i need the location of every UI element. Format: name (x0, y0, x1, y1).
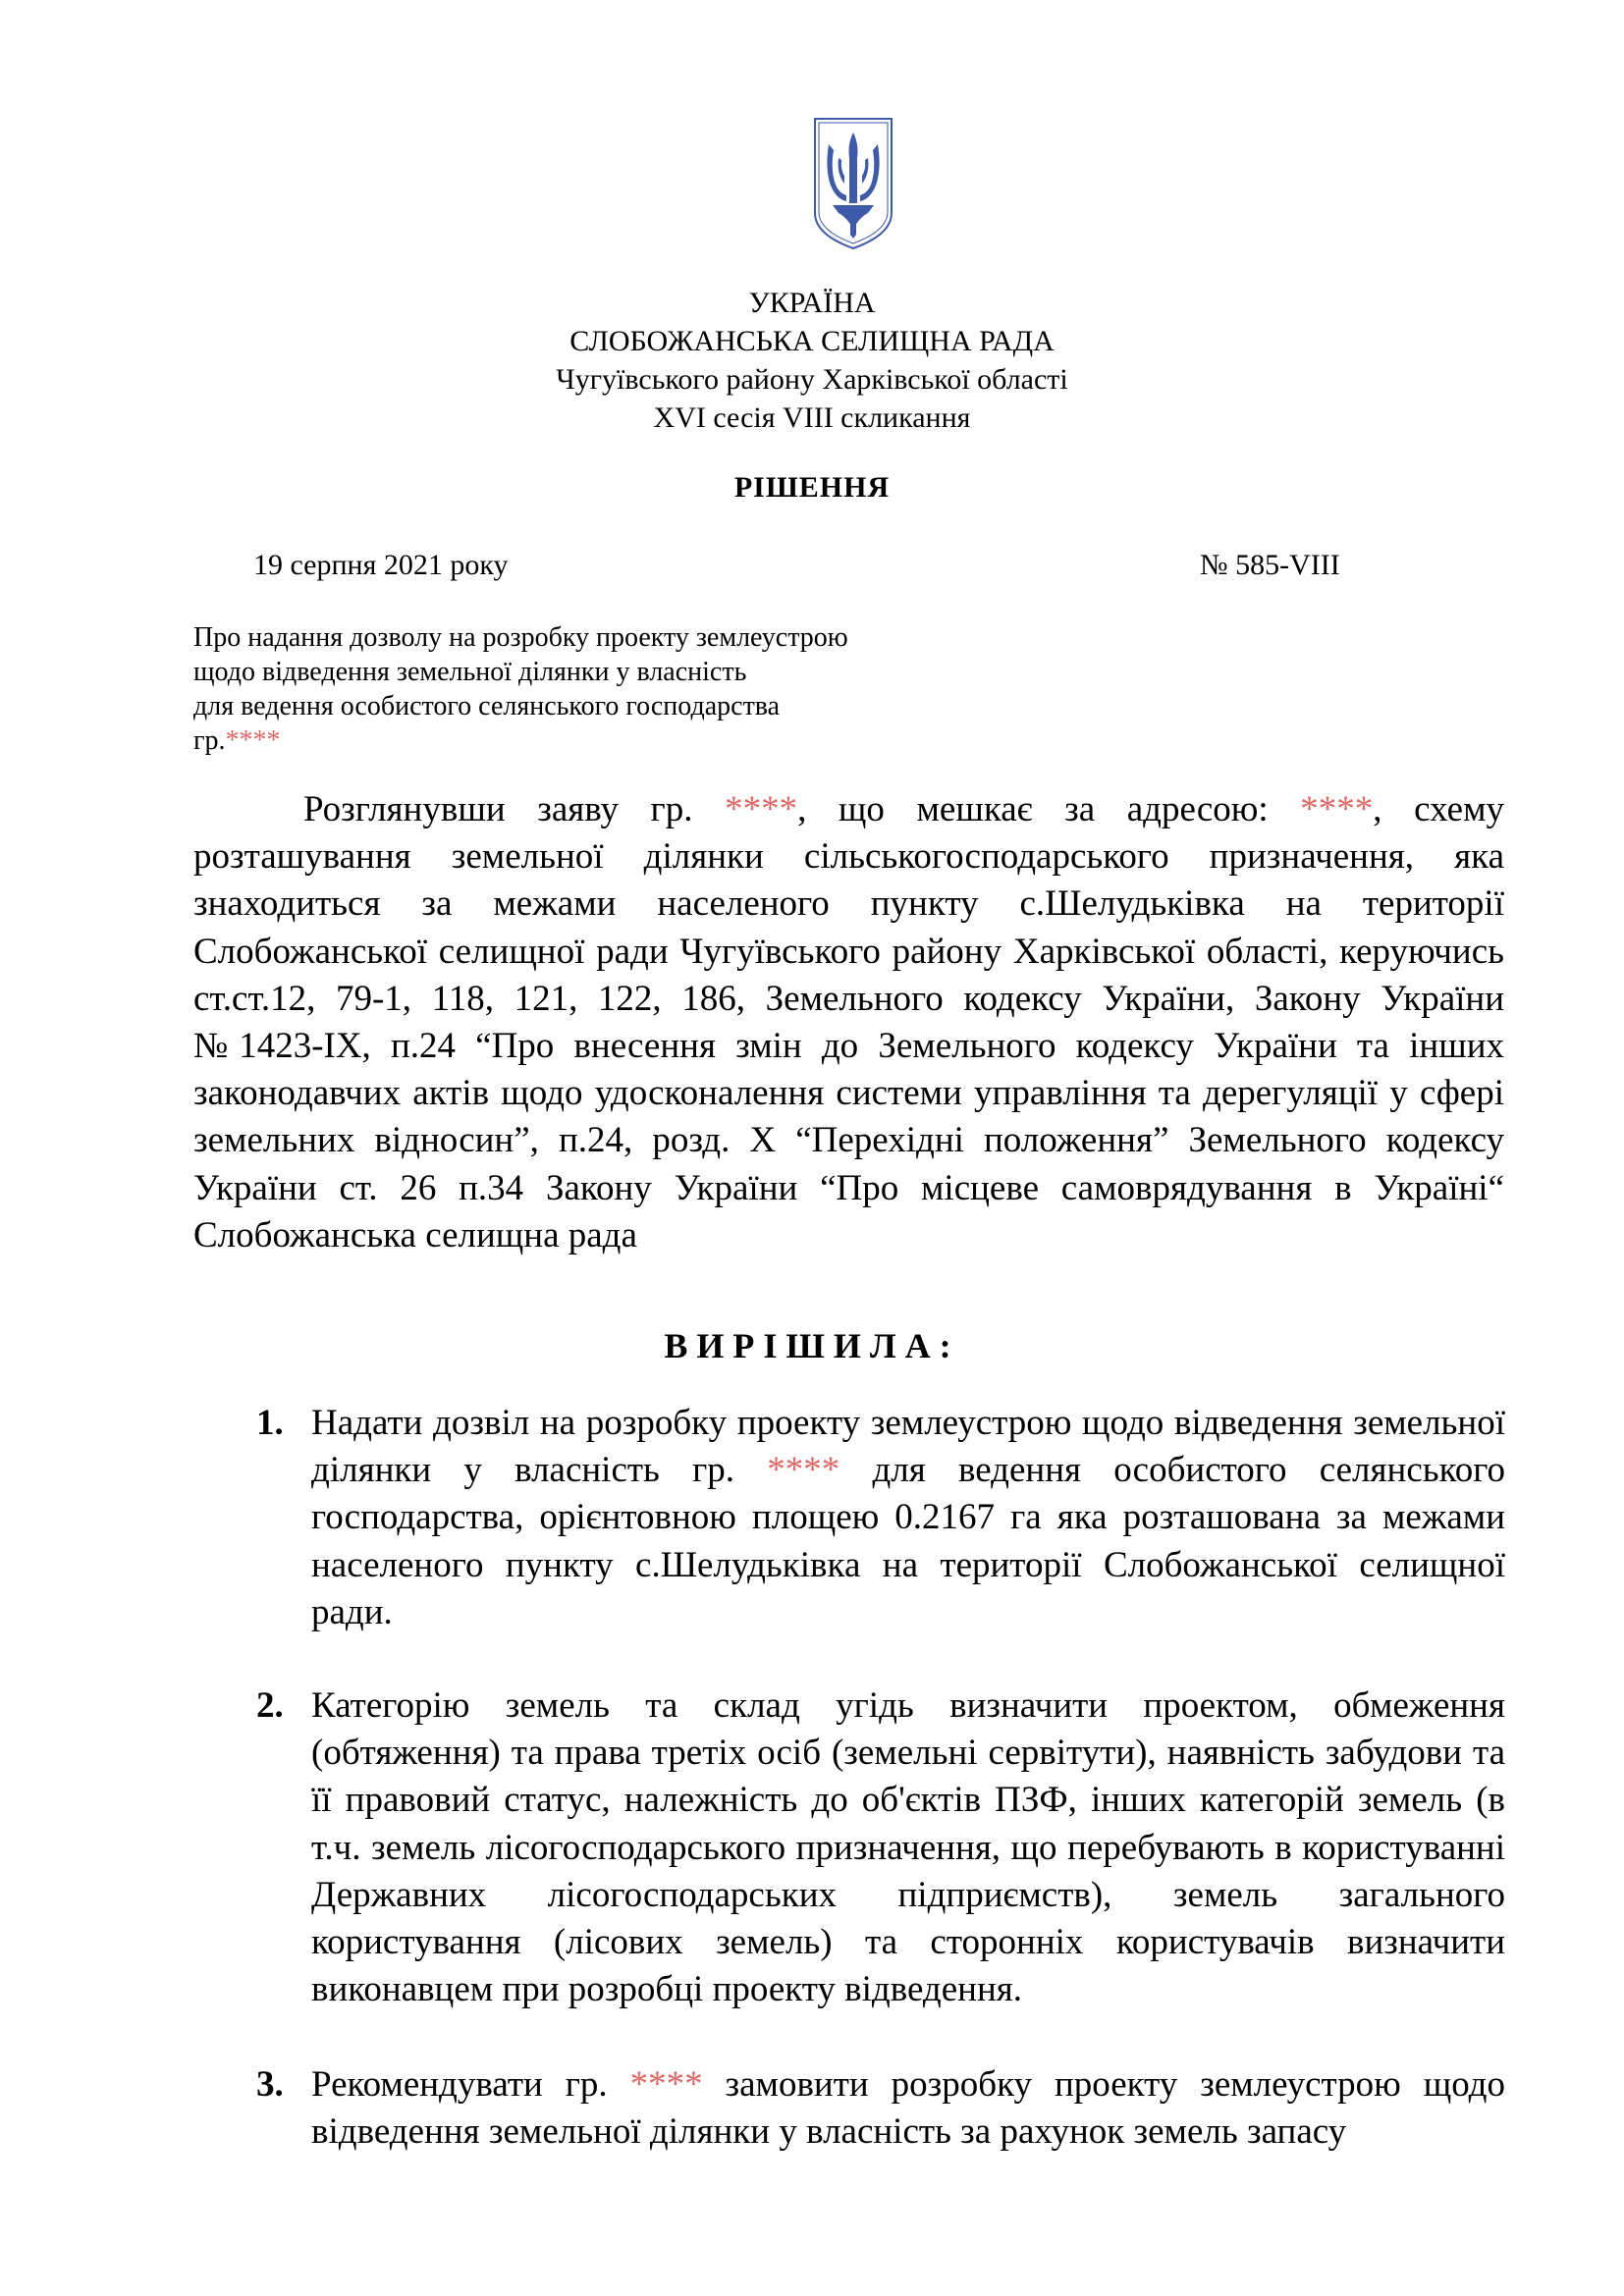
decision-number: № 585-VIII (1200, 549, 1340, 581)
decision-subject (193, 620, 940, 758)
item-text-part: замовити розробку проекту землеустрою щодо відведення земельної ділянки у власність за рахунок земель запасу (311, 2064, 1505, 2153)
item-text (311, 2061, 1505, 2156)
item-number: 2. (256, 1685, 284, 1726)
decision-title: РІШЕННЯ (733, 471, 891, 504)
header-council: СЛОБОЖАНСЬКА СЕЛИЩНА РАДА (569, 325, 1055, 357)
header-block (0, 284, 1624, 437)
item-text (311, 1400, 1505, 1636)
header-session: XVI сесія VIII скликання (653, 401, 971, 434)
item-text: Категорію земель та склад угідь визначити проектом, обмеження (обтяження) та права третіх осіб (земельні сервітути), наявність забудови та її правовий статус, належність до об'єктів ПЗФ, інших категорій земель (в т.ч. земель лісогосподарського призначення, що перебувають в користуванні Державних лісогосподарських підприємств), земель загального користування (лісових земель) та сторонніх користувачів визначити виконавцем при розробці проекту відведення. (311, 1685, 1505, 2010)
subject-line-1: Про надання дозволу на розробку проекту землеустрою (193, 622, 848, 653)
subject-line-3: для ведення особистого селянського господарства (193, 691, 781, 721)
header-district: Чугуївського району Харківської області (556, 363, 1068, 396)
subject-line-2: щодо відведення земельної ділянки у власність (193, 657, 747, 687)
subject-prefix: гр. (193, 725, 226, 756)
item-text-part: Надати дозвіл на розробку проекту землеустрою щодо відведення земельної ділянки у власність гр. (311, 1403, 1505, 1491)
item-text-part: для ведення особистого селянського господарства, орієнтовною площею 0.2167 га яка розташована за межами населеного пункту с.Шелудьківка на території Слобожанської селищної ради. (311, 1450, 1505, 1632)
decision-date: 19 серпня 2021 року (253, 549, 509, 581)
redacted-name: **** (629, 2064, 703, 2105)
preamble-text-1: Розглянувши заяву гр. (303, 789, 726, 829)
subject-line-4 (193, 723, 940, 758)
preamble-text-2: , що мешкає за адресою: (797, 789, 1301, 829)
redacted-name: **** (225, 725, 281, 756)
decision-item-1 (256, 1400, 1505, 1636)
preamble-paragraph (193, 786, 1504, 1259)
coat-of-arms-icon (811, 115, 895, 252)
item-number: 1. (256, 1403, 284, 1443)
preamble-text-3: , схему розташування земельної ділянки сільськогосподарського призначення, яка знаходиться за межами населеного пункту с.Шелудьківка на території Слобожанської селищної ради Чугуївського району Харківської області, керуючись ст.ст.12, 79-1, 118, 121, 122, 186, Земельного кодексу України, Закону України №1423-IX, п.24 “Про внесення змін до Земельного кодексу України та інших законодавчих актів щодо удосконалення системи управління та дерегуляції у сфері земельних відносин”, п.24, розд. X “Перехідні положення” Земельного кодексу України ст. 26 п.34 Закону України “Про місцеве самоврядування в Україні“ Слобожанська селищна рада (193, 789, 1504, 1255)
header-country: УКРАЇНА (748, 287, 876, 319)
redacted-address: **** (1300, 789, 1374, 829)
resolved-heading: ВИРІШИЛА: (664, 1326, 960, 1365)
redacted-name: **** (767, 1450, 840, 1491)
decision-item-3 (256, 2061, 1505, 2156)
decision-item-2 (256, 1682, 1505, 2013)
item-text-part: Рекомендувати гр. (311, 2064, 630, 2105)
redacted-name: **** (725, 789, 798, 829)
item-number: 3. (256, 2064, 284, 2105)
